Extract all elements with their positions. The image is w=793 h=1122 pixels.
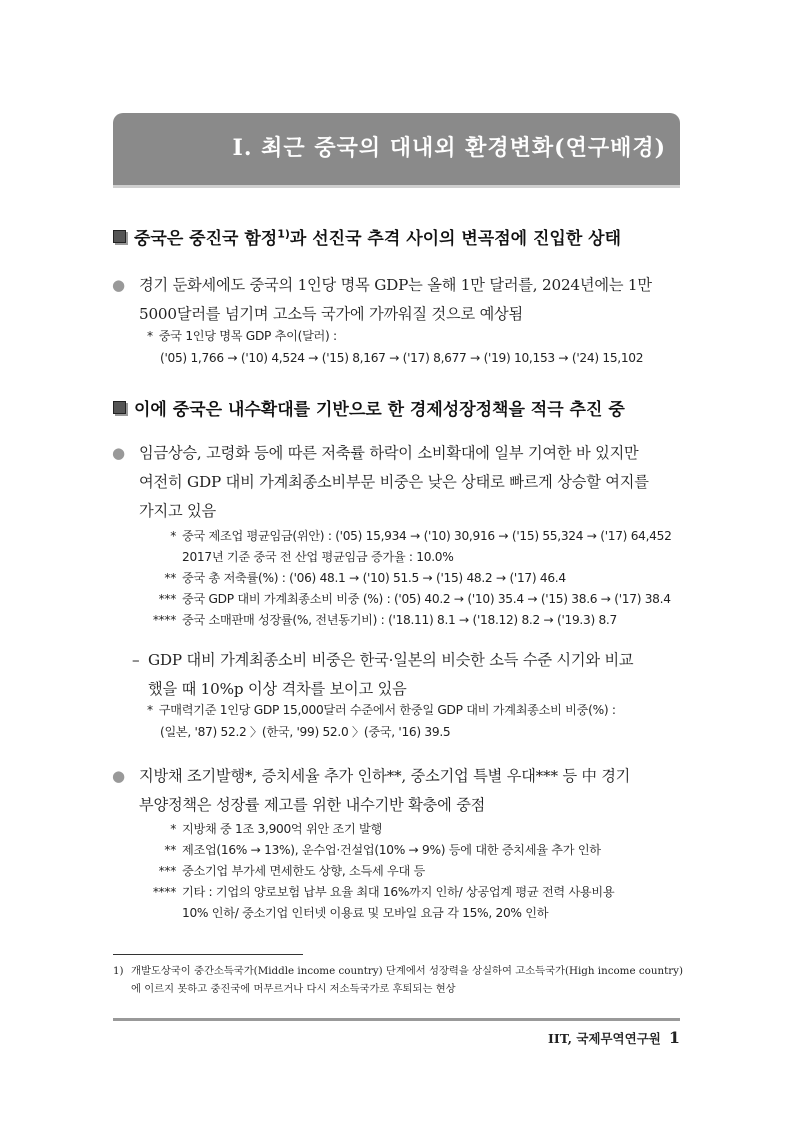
footnote-rule — [113, 954, 303, 955]
section2-bullet-2 — [112, 762, 682, 820]
note-text: 중국 소매판매 성장률(%, 전년동기비) : ('18.11) 8.1 → ('18.12) 8.2 → ('19.3) 8.7 — [182, 613, 617, 627]
footer-org: IIT, 국제무역연구원 — [548, 1031, 661, 1046]
note-mark: *** — [158, 864, 176, 878]
note-text: 구매력기준 1인당 GDP 15,000달러 수준에서 한중일 GDP 대비 가계최종소비 비중(%) : — [158, 703, 616, 717]
note-text: 제조업(16% → 13%), 운수업·건설업(10% → 9%) 등에 대한 증치세율 추가 인하 — [182, 843, 601, 857]
title-banner — [113, 113, 680, 185]
section2-bullet-1-text: 임금상승, 고령화 등에 따른 저축률 하락이 소비확대에 일부 기여한 바 있지만 여전히 GDP 대비 가계최종소비부문 비중은 낮은 상태로 빠르게 상승할 여지를 가지고 있음 — [139, 444, 649, 520]
section2-dash-note-line2 — [160, 721, 450, 743]
section2-note-3 — [140, 588, 671, 610]
section2-heading — [113, 395, 625, 420]
page-footer — [548, 1028, 680, 1047]
note-text: 중국 제조업 평균임금(위안) : ('05) 15,934 → ('10) 30,916 → ('15) 55,324 → ('17) 64,452 — [182, 529, 672, 543]
section2-note-1b — [140, 546, 454, 568]
section1-heading-text: 중국은 중진국 함정 — [134, 229, 278, 249]
note-mark: * — [170, 822, 176, 836]
section2-note-4 — [140, 609, 617, 631]
section2-note2-3 — [140, 860, 425, 882]
circle-bullet-icon: ● — [112, 767, 126, 785]
section2-note-2 — [140, 567, 566, 589]
section2-note2-1 — [140, 818, 382, 840]
section2-note2-5 — [140, 902, 548, 924]
note-text: 10% 인하/ 중소기업 인터넷 이용료 및 모바일 요금 각 15%, 20% 인하 — [182, 906, 549, 920]
footnote-text: 개발도상국이 중간소득국가(Middle income country) 단계에서 성장력을 상실하여 고소득국가(High income country)에 이르지 못하고 중진국에 머무르거나 다시 저소득국가로 후퇴되는 현상 — [131, 965, 683, 995]
section1-note — [147, 325, 337, 347]
note-mark: * — [170, 529, 176, 543]
note-text: (일본, '87) 52.2 〉(한국, '99) 52.0 〉(중국, '16) 39.5 — [160, 725, 451, 739]
section2-note2-4 — [140, 881, 614, 903]
note-mark: * — [147, 329, 153, 343]
note-text: 중국 GDP 대비 가계최종소비 비중 (%) : ('05) 40.2 → ('10) 35.4 → ('15) 38.6 → ('17) 38.4 — [182, 592, 671, 606]
footnote-ref[interactable]: 1) — [277, 227, 290, 241]
section2-dash-item — [132, 646, 687, 704]
section2-dash-text: GDP 대비 가계최종소비 비중은 한국·일본의 비슷한 소득 수준 시기와 비교 했을 때 10%p 이상 격차를 보이고 있음 — [148, 651, 634, 698]
section2-bullet-2-text: 지방채 조기발행*, 증치세율 추가 인하**, 중소기업 특별 우대*** 등 中 경기 부양정책은 성장률 제고를 위한 내수기반 확충에 중점 — [139, 767, 631, 814]
square-bullet-icon — [113, 401, 126, 414]
note-text: 중국 총 저축률(%) : ('06) 48.1 → ('10) 51.5 → ('15) 48.2 → ('17) 46.4 — [182, 571, 566, 585]
note-text: 지방채 중 1조 3,900억 위안 조기 발행 — [182, 822, 382, 836]
note-mark: **** — [152, 613, 176, 627]
note-text: 중소기업 부가세 면세한도 상향, 소득세 우대 등 — [182, 864, 426, 878]
section1-bullet — [112, 271, 682, 329]
section2-note-1 — [140, 525, 672, 547]
section1-note-line2 — [160, 347, 643, 369]
section2-bullet-1 — [112, 439, 682, 526]
footer-rule — [113, 1018, 680, 1021]
note-mark: ** — [164, 843, 176, 857]
section2-heading-text: 이에 중국은 내수확대를 기반으로 한 경제성장정책을 적극 추진 중 — [134, 400, 625, 420]
title-underline — [113, 185, 680, 188]
note-text: ('05) 1,766 → ('10) 4,524 → ('15) 8,167 → ('17) 8,677 → ('19) 10,153 → ('24) 15,102 — [160, 351, 644, 365]
square-bullet-icon — [113, 230, 126, 243]
section1-heading-text-rest: 과 선진국 추격 사이의 변곡점에 진입한 상태 — [289, 229, 622, 249]
footnote-number: 1) — [113, 965, 124, 977]
note-mark: * — [147, 703, 153, 717]
note-text: 2017년 기준 중국 전 산업 평균임금 증가율 : 10.0% — [182, 550, 454, 564]
section2-dash-note — [147, 699, 616, 721]
page-number: 1 — [668, 1028, 680, 1047]
section1-bullet-text: 경기 둔화세에도 중국의 1인당 명목 GDP는 올해 1만 달러를, 2024년에는 1만 5000달러를 넘기며 고소득 국가에 가까워질 것으로 예상됨 — [139, 276, 652, 323]
footnote — [113, 962, 683, 998]
note-mark: ** — [164, 571, 176, 585]
section2-note2-2 — [140, 839, 601, 861]
note-text: 중국 1인당 명목 GDP 추이(달러) : — [158, 329, 337, 343]
section1-heading — [113, 224, 621, 249]
note-text: 기타 : 기업의 양로보험 납부 요율 최대 16%까지 인하/ 상공업계 평균 전력 사용비용 — [182, 885, 615, 899]
circle-bullet-icon: ● — [112, 276, 126, 294]
note-mark: **** — [152, 885, 176, 899]
note-mark: *** — [158, 592, 176, 606]
dash-bullet: – — [132, 651, 140, 669]
chapter-title: Ⅰ. 최근 중국의 대내외 환경변화(연구배경) — [232, 135, 666, 161]
circle-bullet-icon: ● — [112, 444, 126, 462]
